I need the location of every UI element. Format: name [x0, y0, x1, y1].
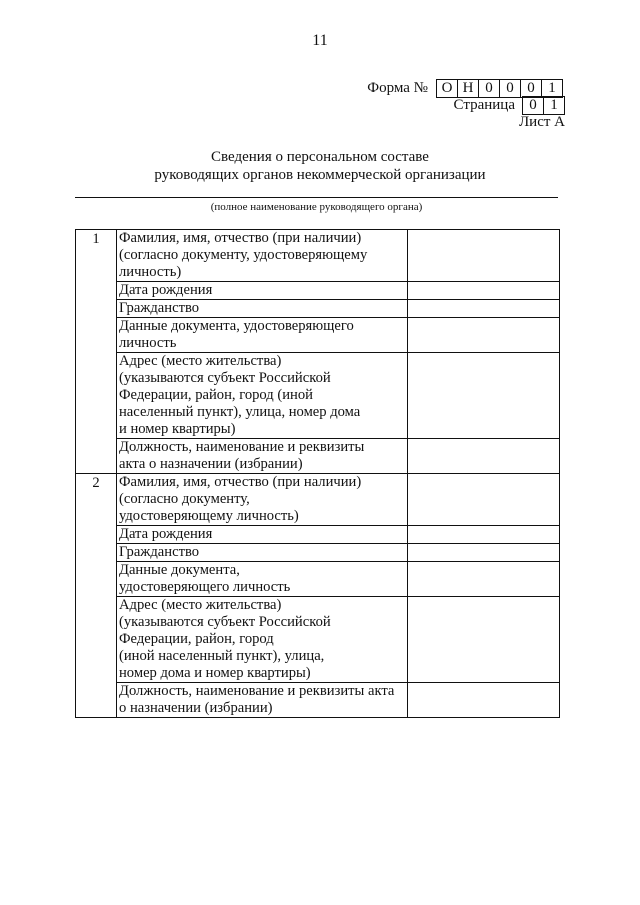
field-label-line: Данные документа, — [119, 562, 240, 578]
table-row — [76, 474, 560, 526]
person-number: 2 — [76, 474, 117, 718]
field-label — [117, 544, 408, 562]
form-code-cell: 0 — [520, 79, 542, 98]
field-label-line: (указываются субъект Российской — [119, 370, 331, 386]
form-code-cell: О — [436, 79, 458, 98]
field-label — [117, 597, 408, 683]
field-label-line: удостоверяющему личность) — [119, 508, 299, 524]
form-number-label: Форма № — [367, 80, 428, 96]
field-value-cell[interactable] — [408, 544, 560, 562]
page-number-cell: 1 — [543, 96, 565, 115]
field-label-line: Должность, наименование и реквизиты — [119, 439, 365, 455]
table-row — [76, 353, 560, 439]
field-label-line: Фамилия, имя, отчество (при наличии) — [119, 230, 362, 246]
table-row — [76, 318, 560, 353]
field-label — [117, 562, 408, 597]
field-value-cell[interactable] — [408, 562, 560, 597]
table-row — [76, 562, 560, 597]
form-code-cell: 0 — [499, 79, 521, 98]
table-row — [76, 300, 560, 318]
page-number: 11 — [312, 32, 328, 49]
field-value-cell[interactable] — [408, 439, 560, 474]
field-value-cell[interactable] — [408, 230, 560, 282]
field-label-line: удостоверяющего личность — [119, 579, 291, 595]
field-label — [117, 683, 408, 718]
page-number-cells — [522, 96, 565, 115]
org-name-caption: (полное наименование руководящего органа) — [210, 201, 423, 213]
document-title-line-1: Сведения о персональном составе — [211, 149, 429, 165]
field-label — [117, 439, 408, 474]
field-label — [117, 474, 408, 526]
field-label-line: (согласно документу, — [119, 491, 250, 507]
field-label-line: Федерации, район, город (иной — [119, 387, 313, 403]
field-label-line: Фамилия, имя, отчество (при наличии) — [119, 474, 362, 490]
field-label-line: Федерации, район, город — [119, 631, 274, 647]
field-label-line: и номер квартиры) — [119, 421, 236, 437]
field-label — [117, 318, 408, 353]
table-row — [76, 683, 560, 718]
table-row — [76, 230, 560, 282]
field-label-line: личность — [119, 335, 177, 351]
page-label: Страница — [453, 97, 515, 113]
field-label-line: Адрес (место жительства) — [119, 353, 282, 369]
field-label — [117, 353, 408, 439]
field-label-line: акта о назначении (избрании) — [119, 456, 303, 472]
field-label-line: населенный пункт), улица, номер дома — [119, 404, 361, 420]
field-value-cell[interactable] — [408, 300, 560, 318]
field-label-line: Адрес (место жительства) — [119, 597, 282, 613]
field-value-cell[interactable] — [408, 353, 560, 439]
table-row — [76, 544, 560, 562]
field-label-line: Дата рождения — [119, 526, 213, 542]
field-value-cell[interactable] — [408, 597, 560, 683]
persons-table — [75, 229, 560, 718]
table-row — [76, 282, 560, 300]
sheet-label: Лист А — [519, 114, 565, 130]
form-code-cell: Н — [457, 79, 479, 98]
field-value-cell[interactable] — [408, 683, 560, 718]
field-value-cell[interactable] — [408, 318, 560, 353]
field-label — [117, 230, 408, 282]
field-label-line: номер дома и номер квартиры) — [119, 665, 311, 681]
field-value-cell[interactable] — [408, 526, 560, 544]
field-label-line: (указываются субъект Российской — [119, 614, 331, 630]
field-label-line: Дата рождения — [119, 282, 213, 298]
table-row — [76, 597, 560, 683]
field-label-line: о назначении (избрании) — [119, 700, 273, 716]
field-label-line: (иной населенный пункт), улица, — [119, 648, 325, 664]
field-value-cell[interactable] — [408, 282, 560, 300]
table-row — [76, 439, 560, 474]
field-label-line: Гражданство — [119, 544, 200, 560]
person-number: 1 — [76, 230, 117, 474]
field-label-line: Гражданство — [119, 300, 200, 316]
field-label-line: личность) — [119, 264, 182, 280]
form-code-cell: 0 — [478, 79, 500, 98]
table-row — [76, 526, 560, 544]
document-title-line-2: руководящих органов некоммерческой организации — [154, 167, 486, 183]
field-label-line: Должность, наименование и реквизиты акта — [119, 683, 395, 699]
field-value-cell[interactable] — [408, 474, 560, 526]
form-code-cell: 1 — [541, 79, 563, 98]
page-number-cell: 0 — [522, 96, 544, 115]
field-label — [117, 300, 408, 318]
field-label — [117, 526, 408, 544]
field-label-line: Данные документа, удостоверяющего — [119, 318, 354, 334]
org-name-fill-line[interactable] — [75, 197, 558, 198]
field-label — [117, 282, 408, 300]
field-label-line: (согласно документу, удостоверяющему — [119, 247, 368, 263]
